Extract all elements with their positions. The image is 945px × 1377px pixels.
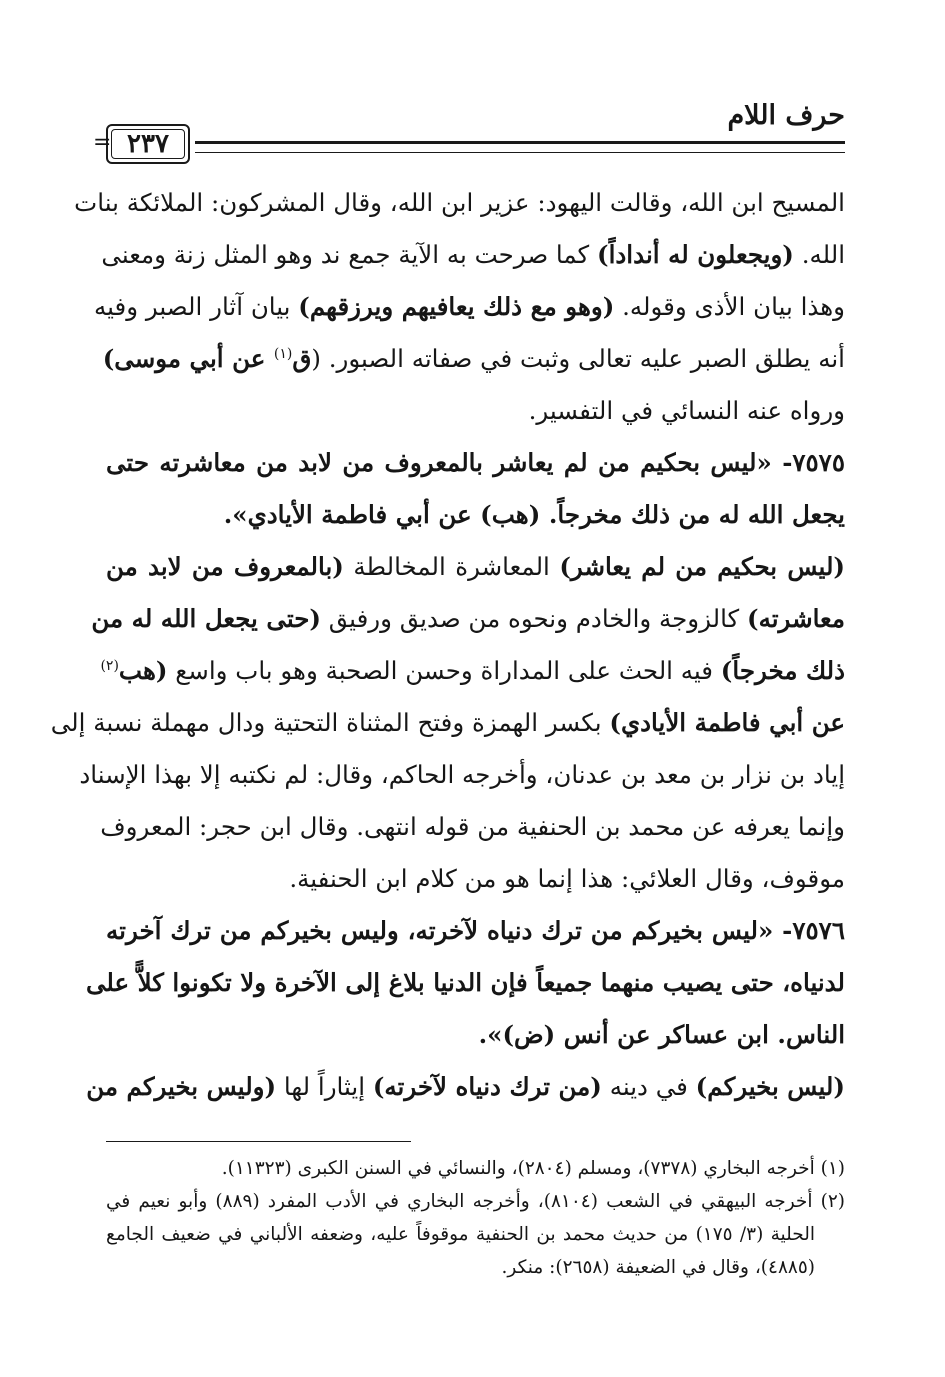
page-number: ٢٣٧ [127,129,169,159]
body-text [50,177,845,1113]
footnote-rule [106,1141,411,1142]
text-line: وإنما يعرفه عن محمد بن الحنفية من قوله انتهى. وقال ابن حجر: المعروف [100,812,845,841]
footnote-ref: (٢) [100,657,119,674]
text-line: الله. (ويجعلون له أنداداً) كما صرحت به الآية جمع ند وهو المثل زنة ومعنى [101,240,845,269]
footnote-line: (٢) أخرجه البيهقي في الشعب (٨١٠٤)، وأخرجه البخاري في الأدب المفرد (٨٨٩) وأبو نعيم في [106,1191,846,1212]
text-line: موقوف، وقال العلائي: هذا إنما هو من كلام ابن الحنفية. [289,864,845,893]
text-line: وهذا بيان الأذى وقوله. (وهو مع ذلك يعافيهم ويرزقهم) بيان آثار الصبر وفيه [94,292,845,321]
hadith-7575-line: يجعل الله له من ذلك مخرجاً. (هب) عن أبي فاطمة الأيادي». [223,500,845,529]
text-line: معاشرته) كالزوجة والخادم ونحوه من صديق ورفيق (حتى يجعل الله له من [91,604,845,633]
text-line: عن أبي فاطمة الأيادي) بكسر الهمزة وفتح المثناة التحتية ودال مهملة نسبة إلى [50,708,845,737]
text-line: إياد بن نزار بن معد بن عدنان، وأخرجه الحاكم، وقال: لم نكتبه إلا بهذا الإسناد [79,760,845,789]
footnote-line: (٤٨٨٥)، وقال في الضعيفة (٢٦٥٨): منكر. [501,1257,815,1278]
running-title: حرف اللام [727,100,845,131]
footnote-line: (١) أخرجه البخاري (٧٣٧٨)، ومسلم (٢٨٠٤)، والنسائي في السنن الكبرى (١١٣٢٣). [221,1158,845,1179]
hadith-7576-line: لدنياه، حتى يصيب منهما جميعاً فإن الدنيا بلاغ إلى الآخرة ولا تكونوا كلاًّ على [85,968,845,997]
hadith-7575-line: ٧٥٧٥- «ليس بحكيم من لم يعاشر بالمعروف من لابد من معاشرته حتى [106,448,845,477]
text-line: المسيح ابن الله، وقالت اليهود: عزير ابن الله، وقال المشركون: الملائكة بنات [74,188,845,217]
footnotes [106,1152,845,1284]
text-line: (ليس بحكيم من لم يعاشر) المعاشرة المخالطة (بالمعروف من لابد من [106,552,845,581]
page-number-box [106,124,190,164]
hadith-7576-line: ٧٥٧٦- «ليس بخيركم من ترك دنياه لآخرته، وليس بخيركم من ترك آخرته [106,916,845,945]
text-line: ورواه عنه النسائي في التفسير. [528,396,845,425]
footnote-ref: (١) [273,345,293,362]
hadith-7576-line: الناس. ابن عساكر عن أنس (ض)». [478,1020,845,1049]
text-line: أنه يطلق الصبر عليه تعالى وثبت في صفاته الصبور. (ق$^{(١)}$ عن أبي موسى) [102,344,845,373]
text-line: (ليس بخيركم) في دينه (من ترك دنياه لآخرته) إيثاراً لها (وليس بخيركم من [86,1072,845,1101]
header-edge-mark: = [93,130,112,155]
footnote-line: الحلية (٣/ ١٧٥) من حديث محمد بن الحنفية موقوفاً عليه، وضعفه الألباني في ضعيف الجامع [106,1224,815,1245]
header-rule [195,141,845,153]
text-line: ذلك مخرجاً) فيه الحث على المداراة وحسن الصحبة وهو باب واسع (هب$^{(٢)}$ [100,656,845,685]
